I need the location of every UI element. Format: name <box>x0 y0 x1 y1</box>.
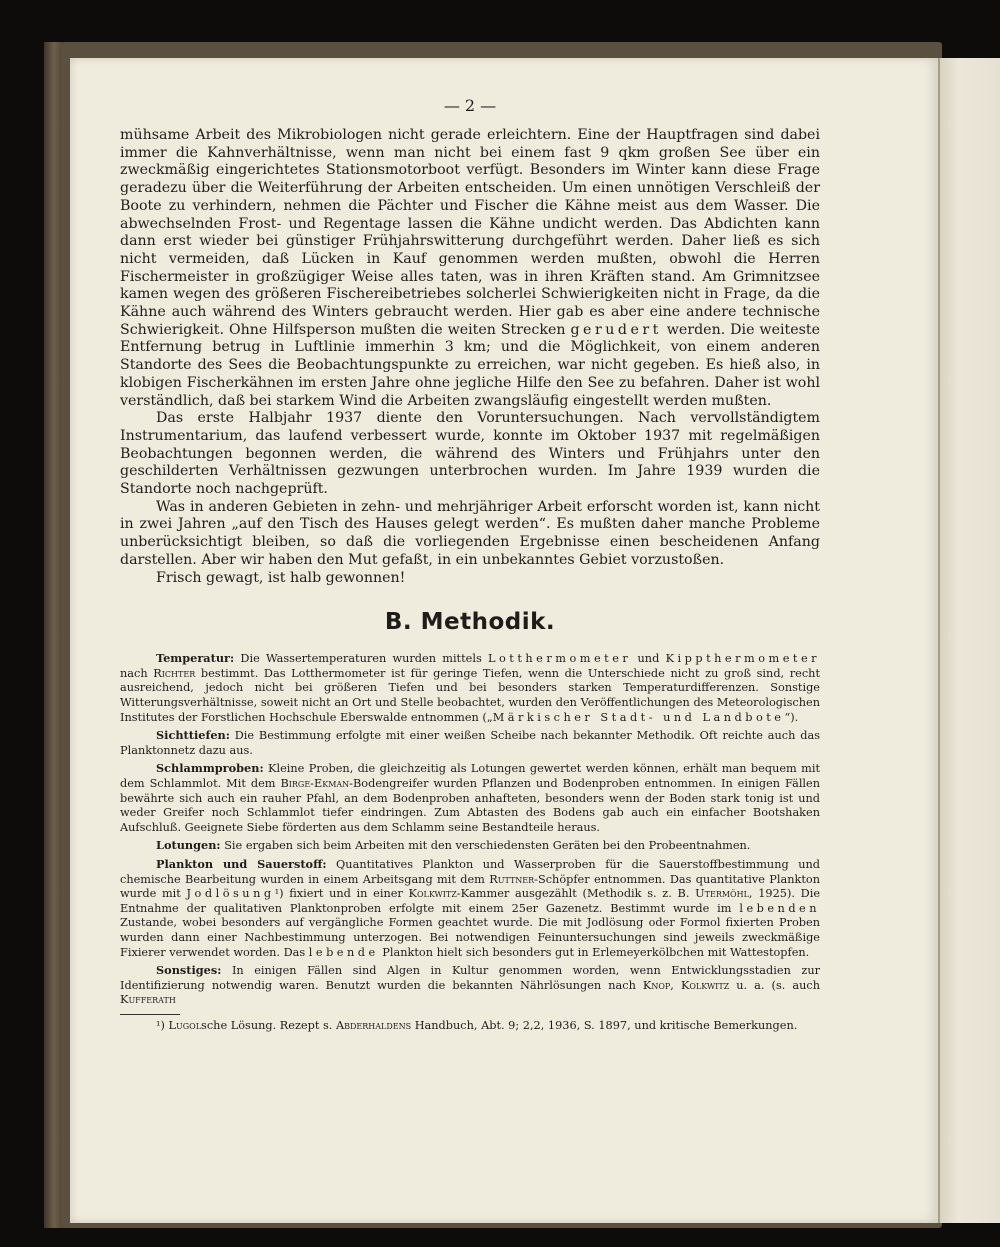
paragraph-4: Frisch gewagt, ist halb gewonnen! <box>156 569 406 586</box>
plankton-t7: Plankton hielt sich besonders gut in Erlemeyerkölbchen mit Wattestopfen. <box>382 945 810 959</box>
plankton-label: Plankton und Sauerstoff: <box>156 857 327 871</box>
plankton-t1: Quantitatives Plankton und Wasserproben für die Sauerstoffbestimmung und chemische Bearbeitung wurden in einem Arbeitsgang mit dem <box>120 858 820 886</box>
plankton-s3: lebende <box>308 945 379 959</box>
plankton-s1: Jodlösung <box>186 887 275 901</box>
schlamm-sc1: Birge-Ekman <box>280 777 350 791</box>
sichttiefen-paragraph <box>120 728 820 758</box>
plankton-sc3: Utermöhl <box>695 887 749 901</box>
paragraph-1 <box>120 127 820 410</box>
temp-t5: “). <box>784 710 799 724</box>
sonst-sc2: Kolkwitz <box>680 978 730 992</box>
schlamm-t1: Kleine Proben, die gleichzeitig als Lotungen gewertet werden können, erhält man bequem mit dem Schlammlot. Mit dem <box>120 762 820 791</box>
methodik-section <box>120 651 820 1008</box>
schlammproben-paragraph <box>120 761 820 835</box>
sonstiges-paragraph <box>120 963 820 1008</box>
temp-t3: nach <box>120 666 148 680</box>
temp-sc1: Richter <box>153 666 196 680</box>
sicht-text: Die Bestimmung erfolgte mit einer weißen Scheibe nach bekannter Methodik. Oft reichte auch das Planktonnetz dazu aus. <box>120 729 820 757</box>
temp-t2: und <box>637 652 660 666</box>
plankton-t2: -Schöpfer entnommen. Das quantitative Plankton wurde mit <box>120 872 820 901</box>
para1-spaced: gerudert <box>570 321 662 338</box>
plankton-t6: Zustande, wobei besonders auf vergängliche Formen geachtet wurde. Die mit Jodlösung oder Formol fixierten Proben wurden dann einer Nachbestimmung unterzogen. Bei notwendigen Feinuntersuchungen sind jeweils zweckmäßige Fixierer verwendet worden. Das <box>120 916 820 959</box>
section-heading: B. Methodik. <box>384 609 556 636</box>
footnote-ref: ¹) <box>274 887 284 901</box>
sonst-t2: , <box>670 978 674 992</box>
para1-end: werden. Die weiteste Entfernung betrug in Luftlinie immerhin 3 km; und die Möglichkeit, von einem anderen Standorte des Sees die Beobachtungspunkte zu erreichen, war nicht gegeben. Es hieß also, in klobigen Fischerkähnen im ersten Jahre ohne jegliche Hilfe den See zu befahren. Daher ist wohl verständlich, daß bei starkem Wind die Arbeiten zwangsläufig eingestellt werden mußten. <box>120 321 820 409</box>
temperatur-paragraph <box>120 651 820 725</box>
fn-sc1: Lugol <box>168 1018 202 1032</box>
paragraph-2: Das erste Halbjahr 1937 diente den Voruntersuchungen. Nach vervollständigtem Instrumentarium, das laufend verbessert wurde, konnte im Oktober 1937 mit regelmäßigen Beobachtungen begonnen werden, die während des Winters und Frühjahrs unter den geschilderten Verhältnissen gezwungen unterbrochen wurden. Im Jahre 1939 wurden die Standorte noch nachgeprüft. <box>120 410 820 498</box>
temp-s1: Lotthermometer <box>488 652 632 666</box>
plankton-sc1: Ruttner <box>489 872 535 886</box>
temperatur-label: Temperatur: <box>156 651 235 666</box>
footnote-divider <box>120 1014 180 1015</box>
plankton-t4: -Kammer ausgezählt (Methodik s. z. B. <box>456 887 690 901</box>
plankton-paragraph <box>120 857 820 960</box>
plankton-t3: fixiert und in einer <box>289 887 403 901</box>
para1-text: mühsame Arbeit des Mikrobiologen nicht gerade erleichtern. Eine der Hauptfragen sind dabei immer die Kahnverhältnisse, wenn man nicht bei einem fast 9 qkm großen See über ein zweckmäßig eingerichtetes Stationsmotorboot verfügt. Besonders im Winter kann diese Frage geradezu über die Weiterführung der Arbeiten entscheiden. Um einen unnötigen Verschleiß der Boote zu verhindern, nehmen die Pächter und Fischer die Kähne meist aus dem Wasser. Die abwechselnden Frost- und Regentage lassen die Kähne undicht werden. Das Abdichten kann dann erst wieder bei günstiger Frühjahrswitterung durchgeführt werden. Daher ließ es sich nicht vermeiden, daß Lücken in Kauf genommen werden mußten, obwohl die Herren Fischermeister in großzügiger Weise alles taten, was in ihren Kräften stand. Am Grimnitzsee kamen wegen des größeren Fischereibetriebes solcherlei Schwierigkeiten nicht in Frage, da die Kähne auch während des Winters gebraucht werden. Hier gab es aber eine andere technische Schwierigkeit. Ohne Hilfsperson mußten die weiten Strecken <box>120 127 820 338</box>
facing-page-edge <box>938 58 1000 1223</box>
temp-t4: bestimmt. Das Lotthermometer ist für geringe Tiefen, wenn die Unterschiede nicht zu groß sind, recht ausreichend, jedoch nicht bei größeren Tiefen und bei besonders starken Temperaturdifferenzen. Sonstige Witterungsverhältnisse, soweit nicht an Ort und Stelle beobachtet, wurden den Veröffentlichungen des Meteorologischen Institutes der Forstlichen Hochschule Eberswalde entnommen („ <box>120 666 821 724</box>
schlamm-t2: -Bodengreifer wurden Pflanzen und Bodenproben entnommen. In einigen Fällen bewährte sich auch ein rauher Pfahl, an dem Bodenproben anhafteten, besonders wenn der Boden stark tonig ist und weder Greifer noch Schlammlot tiefer eindringen. Zum Abtasten des Bodens gab auch ein einfacher Bootshaken Aufschluß. Geeignete Siebe förderten aus dem Schlamm seine Bestandteile heraus. <box>120 777 821 834</box>
temp-t1: Die Wassertemperaturen wurden mittels <box>240 652 482 666</box>
plankton-t5: , 1925). Die Entnahme der qualitativen Planktonproben erfolgte mit einem 25er Gazenetz. Bestimmt wurde im <box>120 887 820 915</box>
temp-s3: Märkischer Stadt- und Landbote <box>492 710 785 724</box>
footnote <box>120 1019 820 1033</box>
plankton-sc2: Kolkwitz <box>408 887 457 901</box>
sonst-sc3: Kufferath <box>120 993 176 1007</box>
page-number: — 2 — <box>443 96 497 115</box>
plankton-s2: lebenden <box>739 901 821 915</box>
lotungen-paragraph <box>120 838 820 854</box>
fn-t2: Handbuch, Abt. 9; 2,2, 1936, S. 1897, und kritische Bemerkungen. <box>414 1018 798 1032</box>
lotung-text: Sie ergaben sich beim Arbeiten mit den verschiedensten Geräten bei den Probeentnahmen. <box>224 839 751 853</box>
sonst-sc1: Knop <box>642 978 671 992</box>
temp-s2: Kippthermometer <box>665 652 821 666</box>
footnote-mark: ¹) <box>156 1018 165 1032</box>
page-text <box>120 96 820 1033</box>
lotungen-label: Lotungen: <box>156 838 221 853</box>
fn-t1: sche Lösung. Rezept s. <box>201 1018 333 1032</box>
fn-sc2: Abderhaldens <box>335 1018 412 1032</box>
sonst-t3: u. a. (s. auch <box>736 978 820 992</box>
sonst-t1: In einigen Fällen sind Algen in Kultur genommen worden, wenn Entwicklungsstadien zur Identifizierung notwendig waren. Benutzt wurden die bekannten Nährlösungen nach <box>120 964 820 992</box>
paragraph-3: Was in anderen Gebieten in zehn- und mehrjähriger Arbeit erforscht worden ist, kann nicht in zwei Jahren „auf den Tisch des Hauses gelegt werden“. Es mußten daher manche Probleme unberücksichtigt bleiben, so daß die vorliegenden Ergebnisse einen bescheidenen Anfang darstellen. Aber wir haben den Mut gefaßt, in ein unbekanntes Gebiet vorzustoßen. <box>120 498 820 568</box>
sichttiefen-label: Sichttiefen: <box>156 728 230 743</box>
schlammproben-label: Schlammproben: <box>156 761 264 776</box>
sonstiges-label: Sonstiges: <box>156 963 222 978</box>
body-text <box>120 127 820 587</box>
